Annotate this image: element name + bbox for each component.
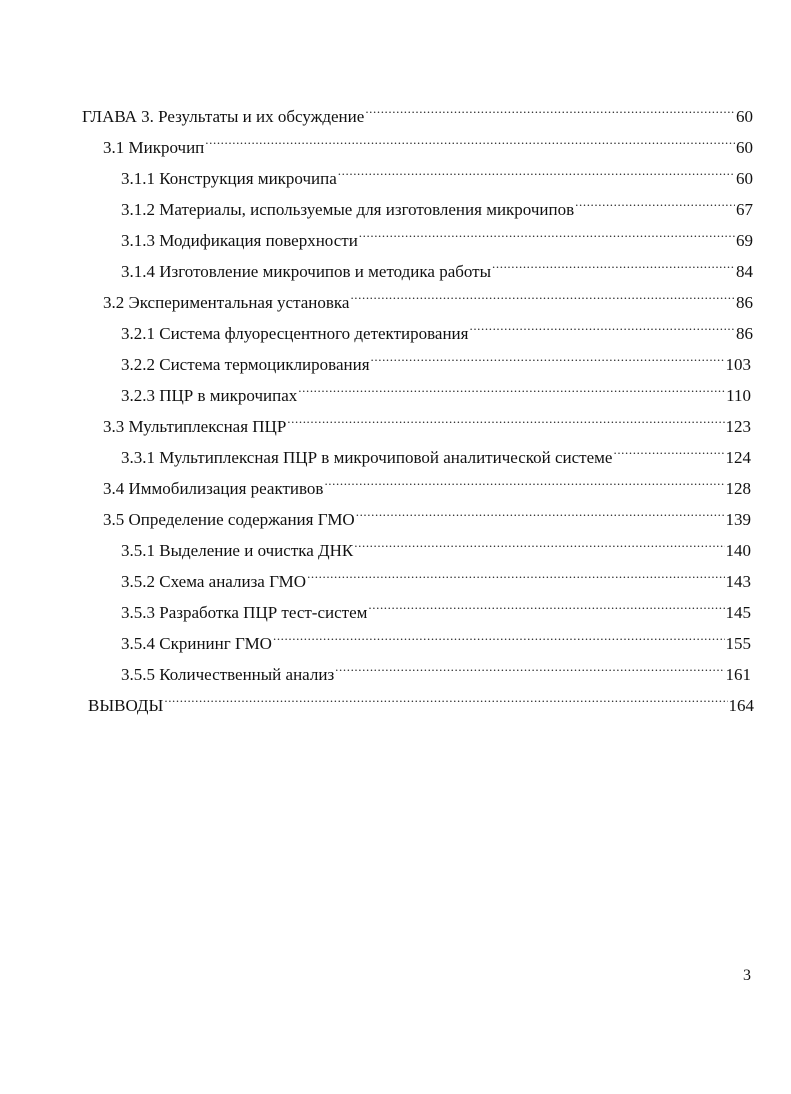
- toc-page-number: 161: [725, 665, 751, 684]
- toc-page-number: 140: [725, 541, 751, 560]
- dot-leader: [205, 122, 735, 153]
- toc-page-number: 155: [725, 634, 751, 653]
- dot-leader: [307, 556, 724, 587]
- toc-entry-text: 3.2.1 Система флуоресцентного детектирования: [121, 324, 469, 343]
- toc-entry-text: 3.2.3 ПЦР в микрочипах: [121, 386, 298, 405]
- toc-page-number: 60: [736, 107, 753, 126]
- toc-entry-3-5-2[interactable]: [0, 556, 791, 591]
- toc-entry-3-2-2[interactable]: [0, 339, 791, 374]
- dot-leader: [335, 649, 724, 680]
- toc-entry-3-3[interactable]: [0, 401, 791, 436]
- toc-entry-chapter-3[interactable]: [0, 91, 791, 126]
- toc-entry-text: 3.2 Экспериментальная установка: [103, 293, 350, 312]
- toc-entry-text: 3.5.1 Выделение и очистка ДНК: [121, 541, 354, 560]
- toc-entry-text: 3.5.3 Разработка ПЦР тест-систем: [121, 603, 368, 622]
- dot-leader: [469, 308, 735, 339]
- toc-entry-text: 3.1.3 Модификация поверхности: [121, 231, 358, 250]
- toc-entry-3-1-4[interactable]: [0, 246, 791, 281]
- toc-entry-3-1-3[interactable]: [0, 215, 791, 250]
- dot-leader: [338, 153, 735, 184]
- toc-page-number: 139: [725, 510, 751, 529]
- toc-entry-text: ГЛАВА 3. Результаты и их обсуждение: [82, 107, 365, 126]
- toc-entry-text: 3.5.5 Количественный анализ: [121, 665, 335, 684]
- toc-entry-text: 3.3.1 Мультиплексная ПЦР в микрочиповой аналитической системе: [121, 448, 613, 467]
- dot-leader: [575, 184, 735, 215]
- toc-entry-3-4[interactable]: [0, 463, 791, 498]
- toc-page-number: 128: [725, 479, 751, 498]
- toc-entry-3-5-1[interactable]: [0, 525, 791, 560]
- toc-page-number: 103: [725, 355, 751, 374]
- toc-entry-3-5-4[interactable]: [0, 618, 791, 653]
- toc-page-number: 60: [736, 138, 753, 157]
- toc-entry-3-1[interactable]: [0, 122, 791, 157]
- toc-page-number: 123: [725, 417, 751, 436]
- toc-entry-conclusions[interactable]: [0, 680, 791, 715]
- dot-leader: [354, 525, 724, 556]
- toc-page-number: 145: [725, 603, 751, 622]
- toc-entry-3-2-1[interactable]: [0, 308, 791, 343]
- toc-entry-text: 3.2.2 Система термоциклирования: [121, 355, 370, 374]
- toc-page-number: 164: [728, 696, 754, 715]
- table-of-contents: [0, 91, 791, 715]
- dot-leader: [613, 432, 724, 463]
- toc-entry-3-2-3[interactable]: [0, 370, 791, 405]
- toc-entry-text: 3.5.4 Скрининг ГМО: [121, 634, 272, 653]
- dot-leader: [359, 215, 735, 246]
- toc-entry-text: 3.1 Микрочип: [103, 138, 205, 157]
- toc-page-number: 86: [736, 324, 753, 343]
- toc-entry-3-5-5[interactable]: [0, 649, 791, 684]
- toc-page-number: 69: [736, 231, 753, 250]
- dot-leader: [492, 246, 735, 277]
- toc-entry-3-3-1[interactable]: [0, 432, 791, 467]
- dot-leader: [350, 277, 735, 308]
- toc-entry-text: 3.5 Определение содержания ГМО: [103, 510, 355, 529]
- toc-entry-text: ВЫВОДЫ: [88, 696, 164, 715]
- toc-page-number: 84: [736, 262, 753, 281]
- toc-entry-text: 3.3 Мультиплексная ПЦР: [103, 417, 287, 436]
- toc-entry-3-5-3[interactable]: [0, 587, 791, 622]
- dot-leader: [298, 370, 725, 401]
- toc-entry-3-2[interactable]: [0, 277, 791, 312]
- dot-leader: [371, 339, 725, 370]
- toc-entry-3-1-1[interactable]: [0, 153, 791, 188]
- dot-leader: [273, 618, 725, 649]
- toc-page-number: 67: [736, 200, 753, 219]
- toc-entry-text: 3.1.1 Конструкция микрочипа: [121, 169, 337, 188]
- dot-leader: [287, 401, 724, 432]
- toc-page-number: 124: [725, 448, 751, 467]
- toc-entry-3-1-2[interactable]: [0, 184, 791, 219]
- toc-page-number: 143: [725, 572, 751, 591]
- dot-leader: [324, 463, 724, 494]
- toc-entry-3-5[interactable]: [0, 494, 791, 529]
- toc-page-number: 60: [736, 169, 753, 188]
- toc-entry-text: 3.4 Иммобилизация реактивов: [103, 479, 324, 498]
- dot-leader: [365, 91, 735, 122]
- dot-leader: [164, 680, 727, 711]
- page-number: 3: [743, 967, 751, 984]
- toc-page-number: 86: [736, 293, 753, 312]
- toc-entry-text: 3.5.2 Схема анализа ГМО: [121, 572, 307, 591]
- toc-entry-text: 3.1.4 Изготовление микрочипов и методика работы: [121, 262, 492, 281]
- toc-page-number: 110: [726, 386, 751, 405]
- dot-leader: [356, 494, 725, 525]
- dot-leader: [368, 587, 724, 618]
- toc-entry-text: 3.1.2 Материалы, используемые для изготовления микрочипов: [121, 200, 575, 219]
